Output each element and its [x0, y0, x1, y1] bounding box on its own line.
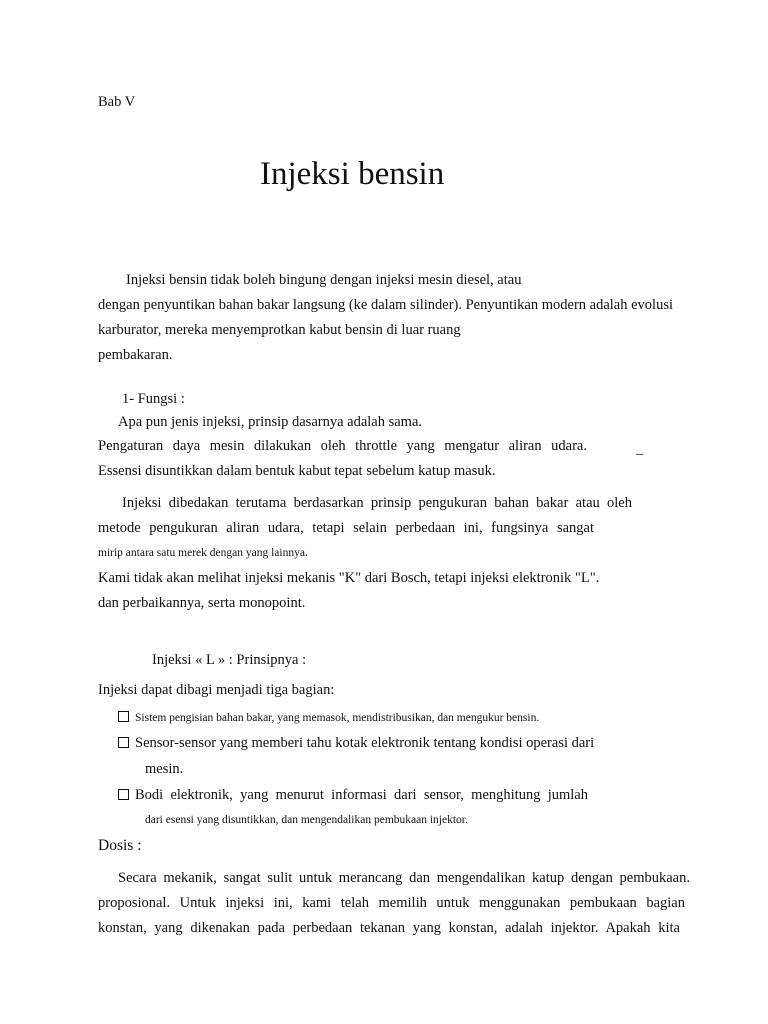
intro-line-3: karburator, mereka menyemprotkan kabut bensin di luar ruang [98, 322, 461, 338]
dosis-line-2: proposional. Untuk injeksi ini, kami telah memilih untuk menggunakan pembukaan bagian [98, 895, 685, 911]
para2-line-1: Injeksi dibedakan terutama berdasarkan prinsip pengukuran bahan bakar atau oleh [122, 495, 632, 511]
bullet-text-1: Sistem pengisian bahan bakar, yang memasok, mendistribusikan, dan mengukur bensin. [135, 712, 540, 724]
intro-line-2: dengan penyuntikan bahan bakar langsung (ke dalam silinder). Penyuntikan modern adalah evolusi [98, 297, 674, 313]
bullet-item-2 [118, 734, 594, 752]
page-title: Injeksi bensin [260, 156, 445, 192]
intro-line-4: pembakaran. [98, 347, 173, 363]
checkbox-bullet-icon [118, 789, 129, 800]
bullet-item-1 [118, 709, 539, 727]
dosis-heading: Dosis : [98, 837, 142, 854]
checkbox-bullet-icon [118, 737, 129, 748]
injeksi-l-intro: Injeksi dapat dibagi menjadi tiga bagian: [98, 682, 335, 698]
dosis-line-1: Secara mekanik, sangat sulit untuk merancang dan mengendalikan katup dengan pembukaan. [118, 870, 690, 886]
para2-line-3: mirip antara satu merek dengan yang lainnya. [98, 547, 308, 559]
chapter-label: Bab V [98, 94, 136, 110]
bullet-text-2-cont: mesin. [145, 761, 184, 777]
para2-line-4: Kami tidak akan melihat injeksi mekanis "K" dari Bosch, tetapi injeksi elektronik "L". [98, 570, 600, 586]
para2-line-2: metode pengukuran aliran udara, tetapi selain perbedaan ini, fungsinya sangat [98, 520, 594, 536]
para2-line-5: dan perbaikannya, serta monopoint. [98, 595, 306, 611]
fungsi-line-3: Essensi disuntikkan dalam bentuk kabut tepat sebelum katup masuk. [98, 463, 496, 479]
injeksi-l-heading: Injeksi « L » : Prinsipnya : [152, 652, 307, 668]
checkbox-bullet-icon [118, 711, 129, 722]
intro-line-1: Injeksi bensin tidak boleh bingung dengan injeksi mesin diesel, atau [126, 272, 522, 288]
dosis-line-3: konstan, yang dikenakan pada perbedaan tekanan yang konstan, adalah injektor. Apakah kita [98, 920, 680, 936]
fungsi-line-1: Apa pun jenis injeksi, prinsip dasarnya adalah sama. [118, 414, 423, 430]
bullet-text-2: Sensor-sensor yang memberi tahu kotak elektronik tentang kondisi operasi dari [135, 735, 595, 751]
bullet-item-3 [118, 786, 588, 804]
fungsi-line-2: Pengaturan daya mesin dilakukan oleh throttle yang mengatur aliran udara. [98, 438, 587, 454]
fungsi-heading: 1- Fungsi : [122, 391, 185, 407]
bullet-text-3: Bodi elektronik, yang menurut informasi dari sensor, menghitung jumlah [135, 787, 588, 803]
dash-mark: _ [636, 441, 644, 457]
bullet-text-3-cont: dari esensi yang disuntikkan, dan mengendalikan pembukaan injektor. [145, 814, 468, 826]
